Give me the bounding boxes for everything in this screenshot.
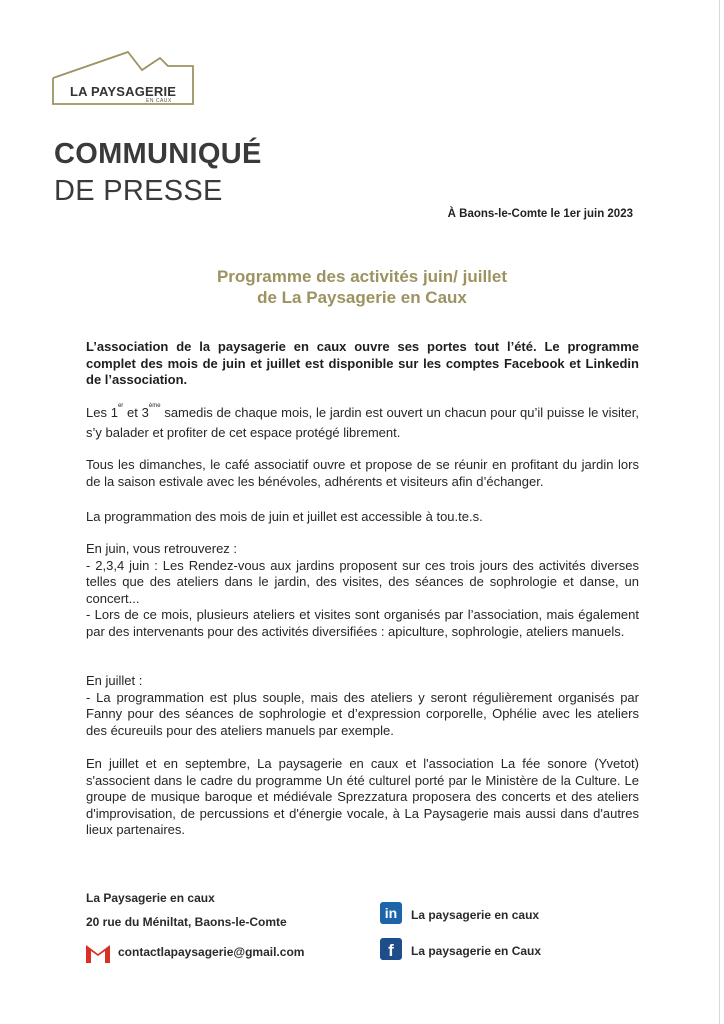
footer-org-name: La Paysagerie en caux [86, 891, 215, 905]
intro-paragraph [86, 339, 639, 389]
paragraph-access [86, 509, 639, 526]
june-intro: En juin, vous retrouverez : [86, 541, 238, 556]
paragraph-july [86, 673, 639, 739]
sundays-text: Tous les dimanches, le café associatif ouvre et propose de se réunir en profitant du jardin lors de la saison estivale avec les bénévoles, adhérents et visiteurs afin d’échanger. [86, 457, 639, 489]
footer-facebook-link[interactable]: La paysagerie en Caux [411, 944, 542, 958]
title-line-1: Programme des activités juin/ juillet [216, 267, 508, 286]
saturdays-rest: samedis de chaque mois, le jardin est ouvert un chacun pour qu’il puisse le visiter, s’y balader et profiter de cet espace protégé librement. [86, 405, 639, 440]
superscript-er: er [117, 403, 124, 409]
june-item-1: - 2,3,4 juin : Les Rendez-vous aux jardins proposent sur ces trois jours des activités diverses telles que des ateliers dans le jardin, des visites, des séances de sophrologie et danse, un concert... [86, 557, 639, 606]
footer-linkedin-link[interactable]: La paysagerie en caux [411, 908, 540, 922]
july-intro: En juillet : [86, 673, 143, 688]
linkedin-icon[interactable]: in [380, 902, 402, 924]
heading-de-presse: DE PRESSE [54, 175, 223, 207]
logo-subtitle: EN CAUX [146, 98, 172, 104]
saturdays-mid: et 3 [123, 405, 149, 420]
access-text: La programmation des mois de juin et juillet est accessible à tou.te.s. [86, 509, 483, 524]
paragraph-sundays [86, 457, 639, 490]
summer-culture-text: En juillet et en septembre, La paysagerie en caux et l'association La fée sonore (Yvetot) s'associent dans le cadre du programme Un été culturel porté par le Ministère de la Culture. Le groupe de musique baroque et médiévale Sprezzatura proposera des concerts et des ateliers d'improvisation, de percussions et d'énergie vocale, à La Paysagerie mais aussi dans d'autres lieux partenaires. [86, 756, 639, 837]
june-item-2: - Lors de ce mois, plusieurs ateliers et visites sont organisés par l’association, mais également par des intervenants pour des activités diversifiées : apiculture, sophrologie, ateliers manuels. [86, 607, 639, 639]
saturdays-lead: Les 1 [86, 405, 118, 420]
facebook-icon[interactable]: f [380, 938, 402, 960]
footer-address: 20 rue du Méniltat, Baons-le-Comte [86, 915, 287, 929]
footer-email-link[interactable]: contactlapaysagerie@gmail.com [118, 945, 305, 959]
heading-communique: COMMUNIQUÉ [54, 138, 262, 170]
paragraph-june [86, 541, 639, 640]
paragraph-saturdays [86, 405, 639, 441]
paragraph-summer-culture [86, 756, 639, 839]
intro-text: L’association de la paysagerie en caux ouvre ses portes tout l’été. Le programme complet des mois de juin et juillet est disponible sur les comptes Facebook et Linkedin de l’association. [86, 339, 639, 387]
gmail-icon [84, 942, 112, 964]
logo-name: LA PAYSAGERIE [70, 84, 177, 99]
saturdays-text [86, 405, 639, 441]
logo [50, 46, 200, 110]
title-line-2: de La Paysagerie en Caux [257, 288, 467, 307]
date-line: À Baons-le-Comte le 1er juin 2023 [447, 208, 633, 220]
page-edge [719, 0, 720, 1024]
superscript-eme: ème [148, 403, 161, 409]
july-item-1: - La programmation est plus souple, mais des ateliers y seront régulièrement organisés par Fanny pour des séances de sophrologie et d’expression corporelle, Ophélie avec les ateliers des écureuils pour des ateliers manuels par exemple. [86, 689, 639, 738]
